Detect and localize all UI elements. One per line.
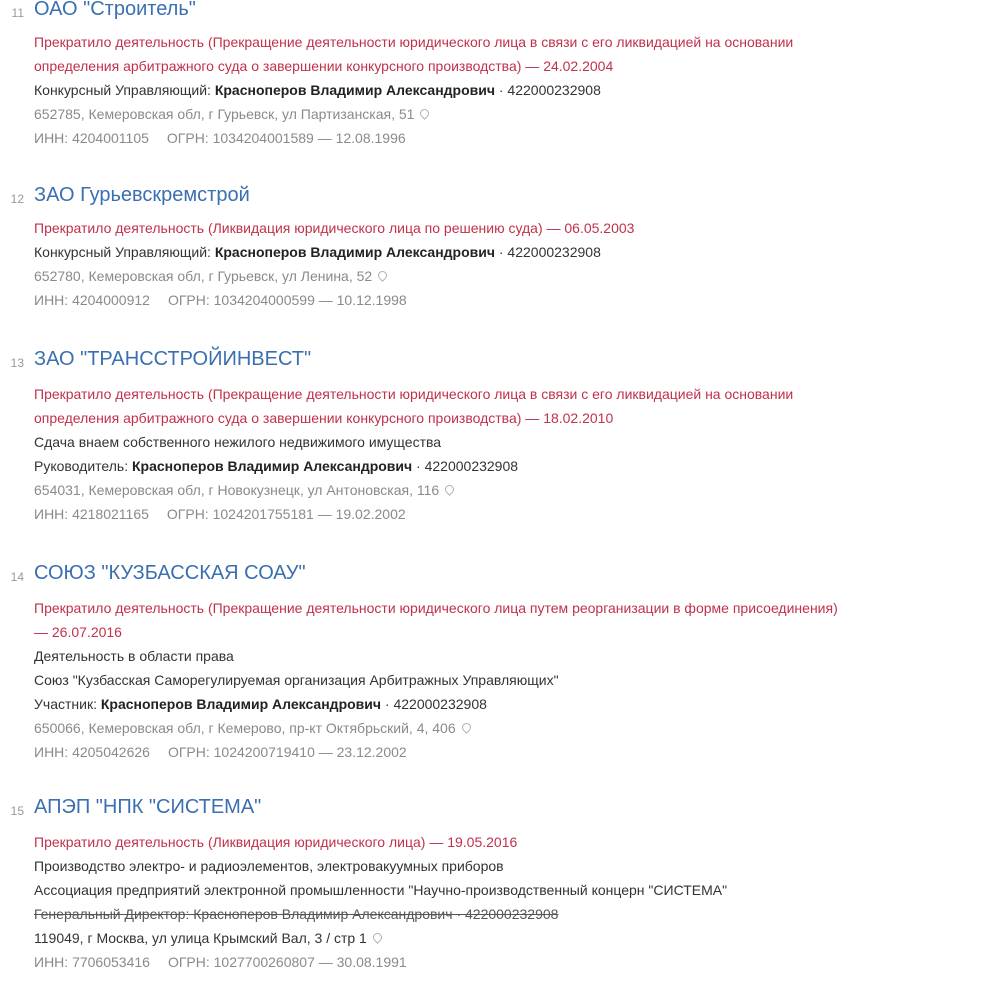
ogrn: ОГРН: 1024200719410 — 23.12.2002: [167, 744, 407, 760]
registration-line: [34, 126, 984, 150]
registration-line: [34, 950, 984, 974]
map-pin-icon[interactable]: [443, 483, 456, 496]
inn: ИНН: 4204001105: [34, 130, 149, 146]
person-name[interactable]: Красноперов Владимир Александрович: [131, 458, 413, 474]
registration-line: [34, 502, 984, 526]
person-inn: · 422000232908: [384, 696, 487, 712]
company-name-link[interactable]: АПЭП "НПК "СИСТЕМА": [34, 796, 262, 818]
full-name-line: Союз "Кузбасская Саморегулируемая организация Арбитражных Управляющих": [34, 672, 559, 688]
entry-number: 11: [11, 6, 24, 20]
ogrn: ОГРН: 1034204000599 — 10.12.1998: [167, 292, 407, 308]
status-line: Прекратило деятельность (Прекращение деятельности юридического лица путем реорганизации в форме присоединения): [34, 600, 838, 616]
inn: ИНН: 4218021165: [34, 506, 149, 522]
registration-line: [34, 740, 984, 764]
role-label: Участник:: [34, 696, 97, 712]
person-inn: · 422000232908: [498, 244, 601, 260]
registration-line: [34, 288, 984, 312]
map-pin-icon[interactable]: [460, 721, 473, 734]
address-line: [34, 264, 984, 288]
status-line: — 26.07.2016: [34, 624, 122, 640]
person-name[interactable]: Красноперов Владимир Александрович: [214, 244, 495, 260]
activity-line: Деятельность в области права: [34, 648, 234, 664]
status-line: определения арбитражного суда о завершении конкурсного производства) — 24.02.2004: [34, 58, 614, 74]
person-name[interactable]: Красноперов Владимир Александрович: [100, 696, 382, 712]
inn: ИНН: 7706053416: [34, 954, 150, 970]
role-label: Конкурсный Управляющий:: [34, 244, 211, 260]
person-inn: · 422000232908: [416, 458, 519, 474]
activity-line: Сдача внаем собственного нежилого недвижимого имущества: [34, 434, 442, 450]
map-pin-icon[interactable]: [419, 107, 432, 120]
status-line: Прекратило деятельность (Прекращение деятельности юридического лица в связи с его ликвидацией на основании: [34, 386, 794, 402]
company-name-link[interactable]: ЗАО "ТРАНССТРОЙИНВЕСТ": [34, 348, 312, 370]
person-line: [34, 78, 984, 102]
map-pin-icon[interactable]: [371, 931, 384, 944]
address: 654031, Кемеровская обл, г Новокузнецк, ул Антоновская, 116: [34, 482, 440, 498]
entry-number: 12: [10, 192, 24, 206]
status-line: определения арбитражного суда о завершении конкурсного производства) — 18.02.2010: [34, 410, 614, 426]
address-line: [34, 478, 984, 502]
address-line: [34, 102, 984, 126]
status-line: Прекратило деятельность (Прекращение деятельности юридического лица в связи с его ликвидацией на основании: [34, 34, 794, 50]
map-pin-icon[interactable]: [376, 269, 389, 282]
person-name[interactable]: Красноперов Владимир Александрович: [214, 82, 495, 98]
address: 652785, Кемеровская обл, г Гурьевск, ул Партизанская, 51: [34, 106, 415, 122]
full-name-line: Ассоциация предприятий электронной промышленности "Научно-производственный концерн "СИСТЕМА": [34, 882, 728, 898]
address-line: [34, 926, 984, 950]
ogrn: ОГРН: 1034204001589 — 12.08.1996: [166, 130, 406, 146]
person-line: [34, 692, 984, 716]
ogrn: ОГРН: 1027700260807 — 30.08.1991: [167, 954, 407, 970]
address: 650066, Кемеровская обл, г Кемерово, пр-кт Октябрьский, 4, 406: [34, 720, 456, 736]
address: 119049, г Москва, ул улица Крымский Вал, 3 / стр 1: [34, 930, 367, 946]
person-inn: · 422000232908: [498, 82, 601, 98]
company-name-link[interactable]: ОАО "Строитель": [34, 0, 196, 20]
inn: ИНН: 4204000912: [34, 292, 150, 308]
company-name-link[interactable]: СОЮЗ "КУЗБАССКАЯ СОАУ": [34, 562, 306, 584]
company-name-link[interactable]: ЗАО Гурьевскремстрой: [34, 184, 250, 206]
inn: ИНН: 4205042626: [34, 744, 150, 760]
status-line: Прекратило деятельность (Ликвидация юридического лица) — 19.05.2016: [34, 834, 518, 850]
status-line: Прекратило деятельность (Ликвидация юридического лица по решению суда) — 06.05.2003: [34, 220, 635, 236]
entry-number: 15: [10, 804, 24, 818]
role-label: Конкурсный Управляющий:: [34, 82, 211, 98]
entry-number: 14: [10, 570, 24, 584]
address: 652780, Кемеровская обл, г Гурьевск, ул Ленина, 52: [34, 268, 373, 284]
entry-number: 13: [10, 356, 24, 370]
role-label: Руководитель:: [34, 458, 129, 474]
former-person-line: Генеральный Директор: Красноперов Владимир Александрович · 422000232908: [34, 906, 559, 922]
person-line: [34, 454, 984, 478]
person-line: [34, 240, 984, 264]
ogrn: ОГРН: 1024201755181 — 19.02.2002: [166, 506, 406, 522]
address-line: [34, 716, 984, 740]
activity-line: Производство электро- и радиоэлементов, электровакуумных приборов: [34, 858, 504, 874]
